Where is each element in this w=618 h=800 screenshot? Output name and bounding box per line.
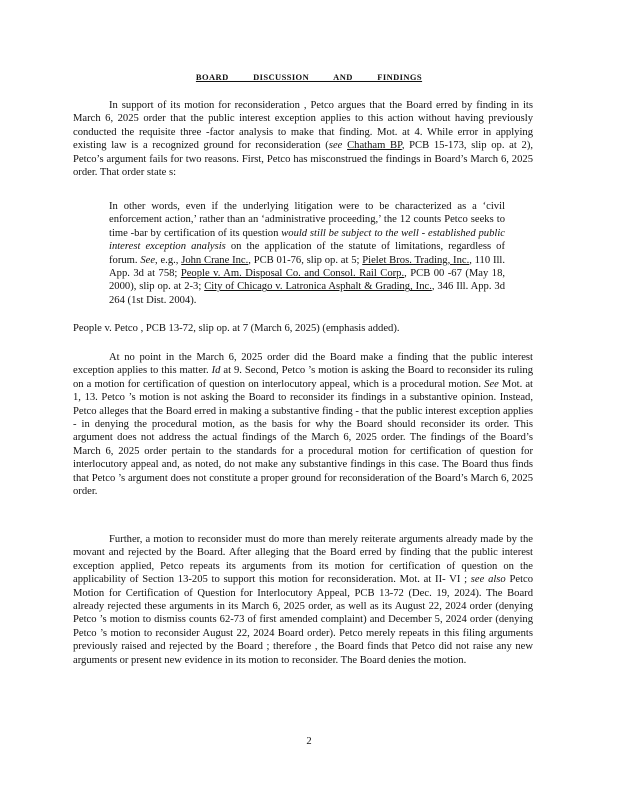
case-citation: Chatham BP [347,140,402,152]
paragraph-1: In support of its motion for reconsideration , Petco argues that the Board erred by finding in its March 6, 2025 order that the public interest exception applies to this action without having previously conducted the requisite three -factor analysis to make that finding. Mot. at 4. While error in applying existing law is a recognized ground for reconsideration (see Chatham BP, PCB 15-173, slip op. at 2), Petco’s argument fails for two reasons. First, Petco has misconstrued the findings in Board’s March 6, 2025 order. That order state s: [73,100,533,179]
paragraph-2: At no point in the March 6, 2025 order did the Board make a finding that the public interest exception applies to this matter. Id at 9. Second, Petco ’s motion is asking the Board to reconsider its ruling on a motion for certification of question on interlocutory appeal, which is a procedural motion. See Mot. at 1, 13. Petco ’s motion is not asking the Board to reconsider its findings in a substantive opinion. Instead, Petco alleges that the Board erred in making a substantive finding - that the public interest exception applies - in denying the procedural motion, as the basis for why the Board should reconsider its order. This argument does not address the actual findings of the March 6, 2025 order. The findings of the Board’s March 6, 2025 order pertain to the standards for a procedural motion for certification of question for interlocutory appeal and, as noted, do not make any substantive findings in this case. The Board thus finds that Petco ’s argument does not constitute a proper ground for reconsideration of the Board’s March 6, 2025 order. [73,352,533,498]
block-quote: In other words, even if the underlying litigation were to be characterized as a ‘civil enforcement action,’ rather than an ‘administrative proceeding,’ the 12 counts Petco seeks to time -bar by certification of its question would still be subject to the well - established public interest exception analysis on the application of the statute of limitations, regardless of forum. See, e.g., John Crane Inc., PCB 01-76, slip op. at 5; Pielet Bros. Trading, Inc., 110 Ill. App. 3d at 758; People v. Am. Disposal Co. and Consol. Rail Corp., PCB 00 -67 (May 18, 2000), slip op. at 2-3; City of Chicago v. Latronica Asphalt & Grading, Inc., 346 Ill. App. 3d 264 (1st Dist. 2004). [109,201,506,306]
section-heading: BOARD DISCUSSION AND FINDINGS [195,72,423,82]
page-number: 2 [306,736,312,747]
quote-citation: People v. Petco , PCB 13-72, slip op. at 7 (March 6, 2025) (emphasis added). [73,323,400,334]
paragraph-3: Further, a motion to reconsider must do more than merely reiterate arguments already made by the movant and rejected by the Board. After alleging that the Board erred by finding that the public interest exception applied, Petco repeats its arguments from its motion for certification of question on the applicability of Section 13-205 to support this motion for reconsideration. Mot. at II- VI ; see also Petco Motion for Certification of Question for Interlocutory Appeal, PCB 13-72 (Dec. 19, 2024). The Board already rejected these arguments in its March 6, 2025 order, as well as its August 22, 2024 order (denying Petco ’s motion to dismiss counts 62-73 of first amended complaint) and December 5, 2024 order (denying Petco ’s motion to reconsider August 22, 2024 Board order). Petco merely repeats in this filing arguments previously raised and rejected by the Board ; therefore , the Board finds that Petco did not raise any new arguments or present new evidence in its motion to reconsider. The Board denies the motion. [73,534,534,666]
